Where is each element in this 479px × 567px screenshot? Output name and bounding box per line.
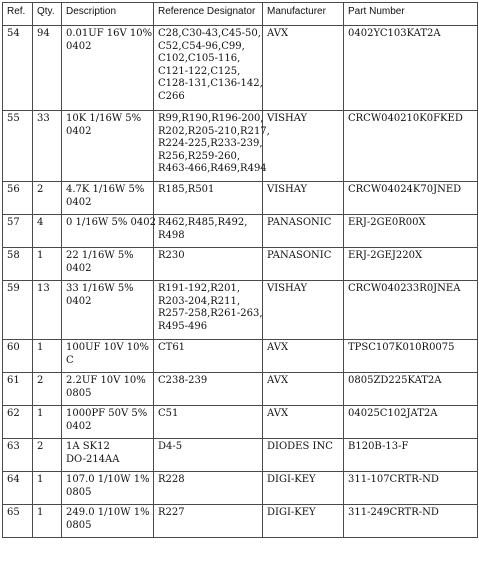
table-row [3, 281, 478, 340]
cell-manufacturer: AVX [263, 406, 344, 439]
cell-ref: 57 [3, 215, 33, 248]
table-row [3, 340, 478, 373]
cell-ref: 60 [3, 340, 33, 373]
cell-description-line: 0.01UF 16V 10% [66, 28, 153, 39]
cell-description-line: 2.2UF 10V 10% [66, 375, 146, 386]
cell-description-line: 33 1/16W 5% [66, 283, 134, 294]
cell-designator [154, 215, 263, 248]
cell-description [62, 26, 154, 111]
cell-designator [154, 248, 263, 281]
cell-ref: 62 [3, 406, 33, 439]
cell-qty: 1 [33, 406, 62, 439]
cell-manufacturer: PANASONIC [263, 248, 344, 281]
header-qty: Qty. [33, 3, 62, 26]
cell-designator-line: C266 [158, 90, 185, 102]
cell-description [62, 281, 154, 340]
cell-designator-line: R99,R190,R196-200, [158, 113, 264, 124]
cell-description-line: 0402 [66, 295, 92, 307]
cell-designator [154, 472, 263, 505]
header-designator: Reference Designator [154, 3, 263, 26]
cell-description-line: 0402 [66, 125, 92, 137]
cell-designator-line: C28,C30-43,C45-50, [158, 28, 261, 39]
cell-designator-line: R228 [158, 474, 185, 485]
cell-part-number: ERJ-2GE0R00X [344, 215, 478, 248]
cell-manufacturer: PANASONIC [263, 215, 344, 248]
cell-part-number: B120B-13-F [344, 439, 478, 472]
cell-designator-line: R203-204,R211, [158, 295, 241, 307]
cell-qty: 1 [33, 472, 62, 505]
cell-manufacturer: DIODES INC [263, 439, 344, 472]
cell-designator-line: C238-239 [158, 375, 208, 386]
cell-designator [154, 406, 263, 439]
cell-designator [154, 111, 270, 182]
cell-part-number: 311-107CRTR-ND [344, 472, 478, 505]
cell-ref: 63 [3, 439, 33, 472]
cell-designator-line: R191-192,R201, [158, 283, 241, 294]
cell-description [62, 406, 154, 439]
cell-description [62, 505, 154, 538]
cell-description-line: 4.7K 1/16W 5% [66, 184, 145, 195]
cell-manufacturer: VISHAY [263, 182, 344, 215]
cell-qty: 1 [33, 340, 62, 373]
cell-ref: 61 [3, 373, 33, 406]
cell-designator-line: R498 [158, 229, 185, 241]
table-row [3, 472, 478, 505]
table-row [3, 182, 478, 215]
cell-description [62, 215, 154, 248]
table-row [3, 406, 478, 439]
cell-description-line: C [66, 354, 74, 366]
table-row [3, 111, 478, 182]
table-body [3, 26, 478, 538]
header-manufacturer: Manufacturer [263, 3, 344, 26]
cell-description [62, 182, 154, 215]
bom-table [2, 2, 478, 538]
cell-part-number: TPSC107K010R0075 [344, 340, 478, 373]
table-header [3, 3, 478, 26]
table-row [3, 248, 478, 281]
cell-description [62, 340, 154, 373]
cell-part-number: CRCW040210K0FKED [344, 111, 478, 182]
cell-description-line: DO-214AA [66, 453, 120, 465]
table-row [3, 26, 478, 111]
cell-designator [154, 182, 263, 215]
cell-designator-line: C51 [158, 408, 179, 419]
cell-description-line: 0805 [66, 519, 92, 531]
cell-qty: 2 [33, 373, 62, 406]
cell-designator [154, 281, 263, 340]
cell-qty: 2 [33, 182, 62, 215]
cell-qty: 2 [33, 439, 62, 472]
cell-ref: 65 [3, 505, 33, 538]
table-row [3, 373, 478, 406]
cell-designator [154, 26, 263, 111]
cell-part-number: 04025C102JAT2A [344, 406, 478, 439]
cell-qty: 1 [33, 505, 62, 538]
header-row [3, 3, 478, 26]
cell-designator [154, 340, 263, 373]
cell-designator-line: C102,C105-116, [158, 53, 241, 65]
cell-description-line: 0805 [66, 486, 92, 498]
cell-part-number: 0805ZD225KAT2A [344, 373, 478, 406]
cell-designator-line: R202,R205-210,R217, [158, 125, 270, 137]
cell-part-number: 311-249CRTR-ND [344, 505, 478, 538]
cell-designator-line: C121-122,C125, [158, 65, 241, 77]
cell-designator-line: CT61 [158, 342, 186, 353]
cell-description [62, 373, 154, 406]
cell-designator-line: R495-496 [158, 320, 208, 332]
cell-description-line: 0805 [66, 387, 92, 399]
table-row [3, 439, 478, 472]
cell-part-number: CRCW040233R0JNEA [344, 281, 478, 340]
cell-description [62, 248, 154, 281]
cell-manufacturer: VISHAY [263, 281, 344, 340]
header-description: Description [62, 3, 154, 26]
cell-part-number: CRCW04024K70JNED [344, 182, 478, 215]
cell-description-line: 0 1/16W 5% 0402 [66, 217, 156, 228]
cell-manufacturer: AVX [263, 373, 344, 406]
cell-description-line: 100UF 10V 10% [66, 342, 149, 353]
cell-description-line: 10K 1/16W 5% [66, 113, 142, 124]
cell-designator-line: R257-258,R261-263, [158, 308, 263, 320]
cell-manufacturer: DIGI-KEY [263, 505, 344, 538]
cell-designator-line: D4-5 [158, 441, 183, 452]
cell-manufacturer: AVX [263, 340, 344, 373]
cell-designator [154, 373, 263, 406]
header-ref: Ref. [3, 3, 33, 26]
cell-description [62, 111, 154, 182]
cell-designator [154, 505, 263, 538]
table-row [3, 215, 478, 248]
cell-qty: 4 [33, 215, 62, 248]
cell-description [62, 439, 154, 472]
cell-designator-line: R185,R501 [158, 184, 215, 195]
cell-qty: 33 [33, 111, 62, 182]
cell-ref: 55 [3, 111, 33, 182]
cell-description-line: 0402 [66, 420, 92, 432]
cell-qty: 13 [33, 281, 62, 340]
table-row [3, 505, 478, 538]
cell-description-line: 1A SK12 [66, 441, 110, 452]
cell-description-line: 1000PF 50V 5% [66, 408, 148, 419]
cell-designator-line: C128-131,C136-142, [158, 78, 263, 90]
cell-designator-line: R230 [158, 250, 185, 261]
cell-designator-line: R256,R259-260, [158, 150, 241, 162]
cell-ref: 58 [3, 248, 33, 281]
cell-qty: 94 [33, 26, 62, 111]
cell-ref: 64 [3, 472, 33, 505]
cell-designator-line: R463-466,R469,R494 [158, 163, 267, 175]
header-part-number: Part Number [344, 3, 478, 26]
cell-part-number: ERJ-2GEJ220X [344, 248, 478, 281]
cell-manufacturer: DIGI-KEY [263, 472, 344, 505]
cell-description-line: 107.0 1/10W 1% [66, 474, 150, 485]
cell-designator-line: R224-225,R233-239, [158, 138, 263, 150]
cell-description-line: 0402 [66, 196, 92, 208]
cell-designator-line: R462,R485,R492, [158, 217, 248, 228]
cell-ref: 54 [3, 26, 33, 111]
cell-manufacturer: VISHAY [263, 111, 344, 182]
cell-description-line: 0402 [66, 262, 92, 274]
cell-description [62, 472, 154, 505]
cell-ref: 56 [3, 182, 33, 215]
cell-qty: 1 [33, 248, 62, 281]
cell-designator [154, 439, 263, 472]
cell-manufacturer: AVX [263, 26, 344, 111]
cell-part-number: 0402YC103KAT2A [344, 26, 478, 111]
cell-designator-line: C52,C54-96,C99, [158, 40, 245, 52]
cell-ref: 59 [3, 281, 33, 340]
cell-description-line: 0402 [66, 40, 92, 52]
cell-description-line: 249.0 1/10W 1% [66, 507, 150, 518]
cell-description-line: 22 1/16W 5% [66, 250, 134, 261]
cell-designator-line: R227 [158, 507, 185, 518]
